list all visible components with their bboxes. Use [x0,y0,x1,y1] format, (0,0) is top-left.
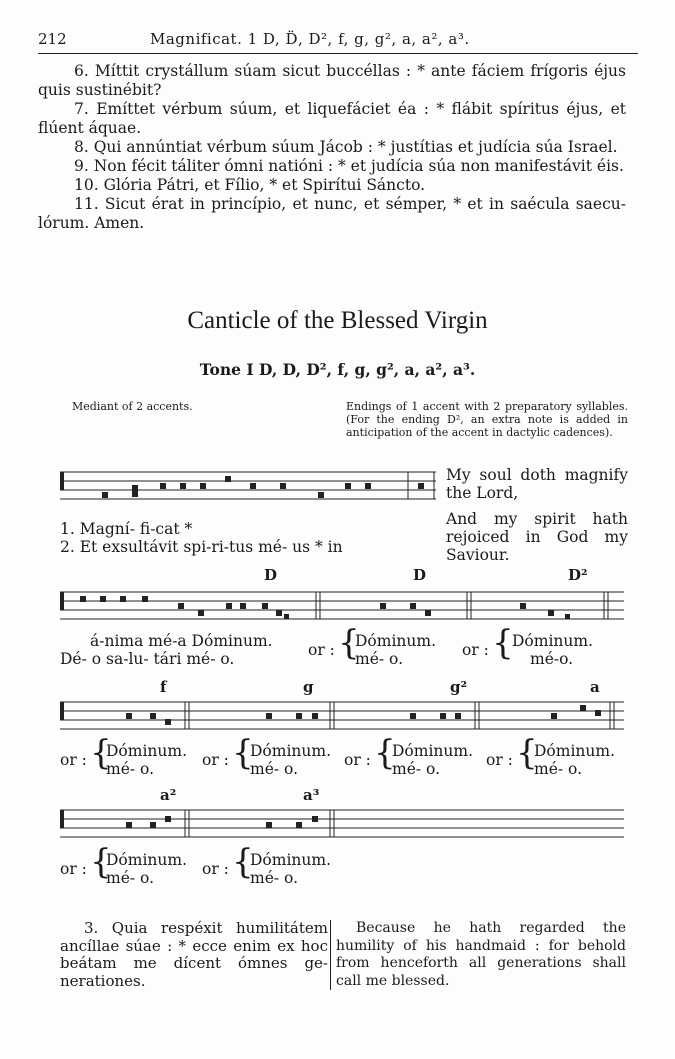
brace: { [516,733,538,773]
brace: { [492,623,514,663]
ending-meo: mé- o. [355,650,404,668]
mediant-note: Mediant of 2 accents. [72,400,193,413]
ending-meo: mé- o. [534,760,583,778]
lyric-line-2b: Dé- o sa-lu- tári mé- o. [60,650,235,668]
ending-dominum: Dóminum. [355,632,437,650]
verse-8: 8. Qui annúntiat vérbum súum Jácob : * justítias et judícia súa Israel. [74,138,618,156]
or-label: or : [202,860,229,878]
brace: { [90,842,112,882]
staff-1 [60,472,436,499]
staff-3 [60,702,624,729]
staff-4 [60,810,624,837]
lyric-line-2a: á-nima mé-a Dóminum. [90,632,273,650]
ending-dominum: Dóminum. [106,851,188,869]
verse-7: 7. Emíttet vérbum súum, et liquefáciet éa : * flábit spíritus éjus, et flúent áquae. [38,100,626,137]
page-number: 212 [38,30,67,48]
running-title: Magnificat. 1 D, D̈, D², f, g, g², a, a², a³. [150,30,470,48]
or-label: or : [60,860,87,878]
ending-meo: mé-o. [530,650,574,668]
clef-4 [60,810,64,828]
ending-meo: mé- o. [106,760,155,778]
ending-label-a3: a³ [303,786,320,804]
or-label: or : [308,641,335,659]
lyric-line-1b: 2. Et exsultávit spi-ri-tus mé- us * in [60,538,343,556]
translation-line-1: My soul doth magnify the Lord, [446,466,628,502]
section-title: Canticle of the Blessed Virgin [187,307,488,334]
ending-label-D: D [264,566,278,584]
ending-dominum: Dóminum. [512,632,594,650]
brace: { [232,842,254,882]
lyric-line-1a: 1. Magní- fi-cat * [60,520,193,538]
clef-1 [60,472,64,490]
endings-note: Endings of 1 accent with 2 preparatory syllables. (For the ending D², an extra note is added in anticipation of the accent in dactylic cadences). [346,400,628,439]
brace: { [232,733,254,773]
verse-3-english: Because he hath regarded the humility of his handmaid : for behold from henceforth all generations shall call me blessed. [336,920,626,989]
ending-meo: mé- o. [106,869,155,887]
ending-meo: mé- o. [250,869,299,887]
ending-dominum: Dóminum. [534,742,616,760]
or-label: or : [344,751,371,769]
ending-label-D2: D² [568,566,588,584]
ending-label-f: f [160,678,167,696]
or-label: or : [462,641,489,659]
ending-dominum: Dóminum. [250,851,332,869]
ending-meo: mé- o. [250,760,299,778]
ending-label-a2: a² [160,786,177,804]
brace: { [374,733,396,773]
tone-heading: Tone I D, D, D², f, g, g², a, a², a³. [199,360,476,379]
or-label: or : [486,751,513,769]
ending-dominum: Dóminum. [392,742,474,760]
ending-label-g2: g² [450,678,468,696]
ending-label-g: g [303,678,314,696]
verse-10: 10. Glória Pátri, et Fílio, * et Spirítui Sáncto. [74,176,426,194]
column-divider [330,920,331,990]
verse-3-latin: 3. Quia respéxit humilitátem ancíllae súae : * ecce enim ex hoc beátam me dícent ómnes ge-nerationes. [60,919,328,990]
or-label: or : [60,751,87,769]
ending-meo: mé- o. [392,760,441,778]
ending-dominum: Dóminum. [106,742,188,760]
brace: { [338,623,360,663]
verse-9: 9. Non fécit táliter ómni natióni : * et judícia súa non manifestávit éis. [74,157,624,175]
clef-3 [60,702,64,720]
clef-2 [60,592,64,610]
verse-11: 11. Sicut érat in princípio, et nunc, et sémper, * et in saécula saecu-lórum. Amen. [38,195,626,232]
ending-dominum: Dóminum. [250,742,332,760]
or-label: or : [202,751,229,769]
brace: { [90,733,112,773]
translation-line-2: And my spirit hath rejoiced in God my Saviour. [446,510,628,564]
ending-label-a: a [590,678,600,696]
verse-6: 6. Míttit crystállum súam sicut buccéllas : * ante fáciem frígoris éjus quis sustinébit? [38,62,626,99]
ending-label-D: D [413,566,427,584]
